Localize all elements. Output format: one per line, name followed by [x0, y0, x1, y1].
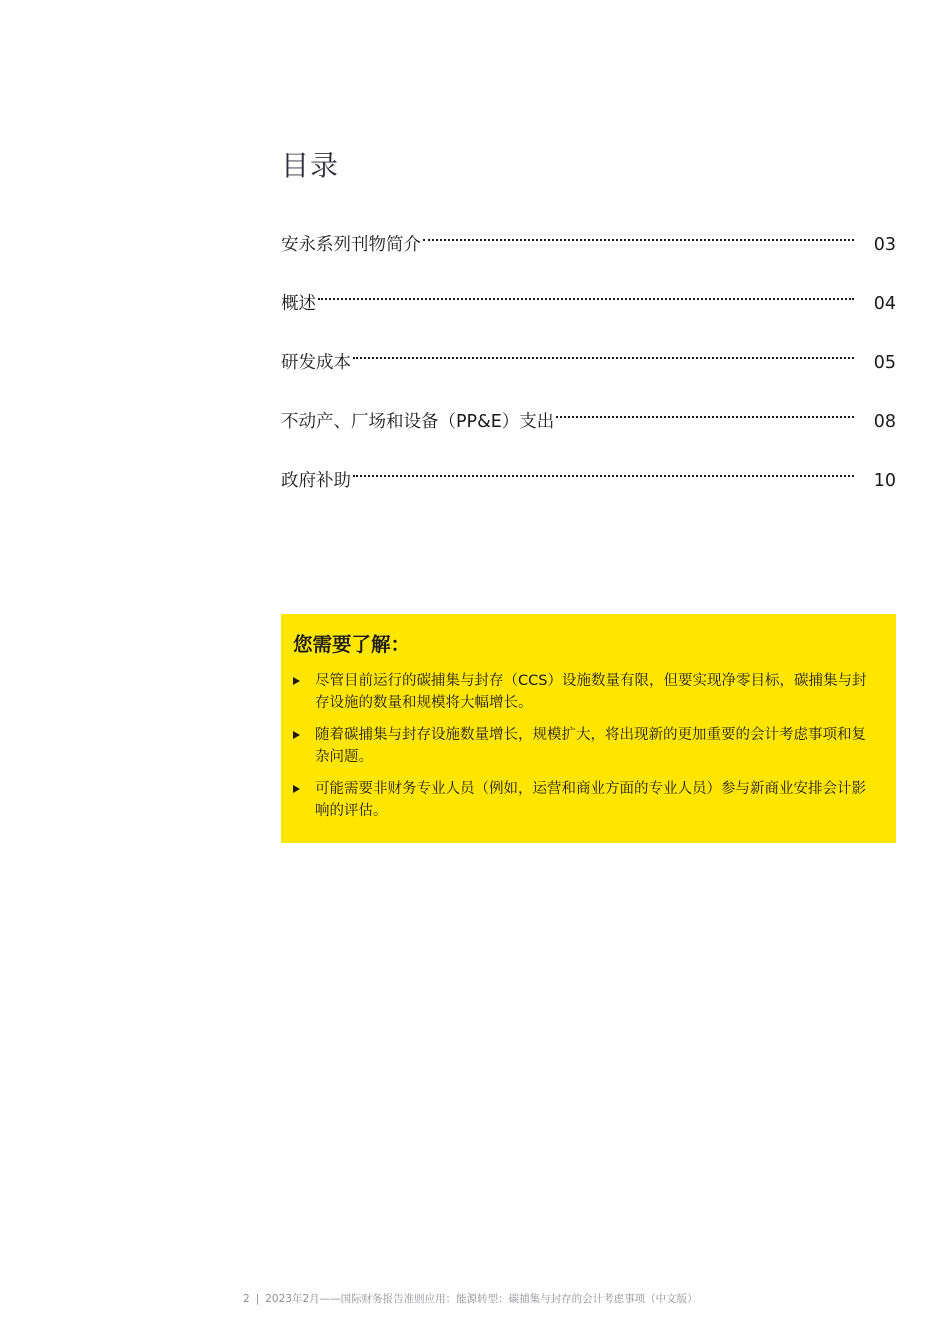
callout-title: 您需要了解：: [293, 633, 411, 656]
callout-item-text: 尽管目前运行的碳捕集与封存（CCS）设施数量有限，但要实现净零目标，碳捕集与封存设施的数量和规模将大幅增长。: [315, 673, 867, 711]
toc-entry-overview[interactable]: [281, 279, 896, 314]
callout-item-text: 可能需要非财务专业人员（例如，运营和商业方面的专业人员）参与新商业安排会计影响的评估。: [315, 781, 866, 819]
callout-item: [293, 670, 874, 714]
toc-dot-leader: [556, 397, 854, 427]
callout-list: [293, 670, 874, 822]
toc-entry-ppe[interactable]: [281, 397, 896, 432]
toc-dot-leader: [423, 220, 854, 250]
toc-entry-label: 安永系列刊物简介: [281, 235, 421, 255]
toc-entry-page: 10: [873, 471, 896, 491]
toc-entry-page: 08: [873, 412, 896, 432]
page-number: 2: [243, 1293, 250, 1305]
toc-list: [281, 220, 896, 515]
toc-entry-publications[interactable]: [281, 220, 896, 255]
callout-item: [293, 724, 874, 768]
key-points-callout: [281, 614, 896, 843]
callout-item-text: 随着碳捕集与封存设施数量增长，规模扩大，将出现新的更加重要的会计考虑事项和复杂问题。: [315, 727, 866, 765]
footer-text: 2023年2月——国际财务报告准则应用：能源转型：碳捕集与封存的会计考虑事项（中文版）: [265, 1293, 698, 1305]
toc-entry-page: 04: [873, 294, 896, 314]
toc-entry-government-grants[interactable]: [281, 456, 896, 491]
toc-title: 目录: [281, 149, 340, 182]
toc-entry-label: 概述: [281, 294, 316, 314]
toc-entry-label: 政府补助: [281, 471, 351, 491]
triangle-right-icon: [293, 731, 300, 739]
toc-dot-leader: [353, 338, 854, 368]
toc-dot-leader: [318, 279, 854, 309]
toc-entry-page: 05: [873, 353, 896, 373]
callout-item: [293, 778, 874, 822]
page-footer: [243, 1292, 698, 1306]
toc-entry-rd-costs[interactable]: [281, 338, 896, 373]
footer-separator: |: [255, 1293, 260, 1305]
toc-entry-label: 不动产、厂场和设备（PP&E）支出: [281, 412, 555, 432]
toc-entry-page: 03: [873, 235, 896, 255]
triangle-right-icon: [293, 677, 300, 685]
toc-dot-leader: [353, 456, 854, 486]
toc-entry-label: 研发成本: [281, 353, 351, 373]
triangle-right-icon: [293, 785, 300, 793]
